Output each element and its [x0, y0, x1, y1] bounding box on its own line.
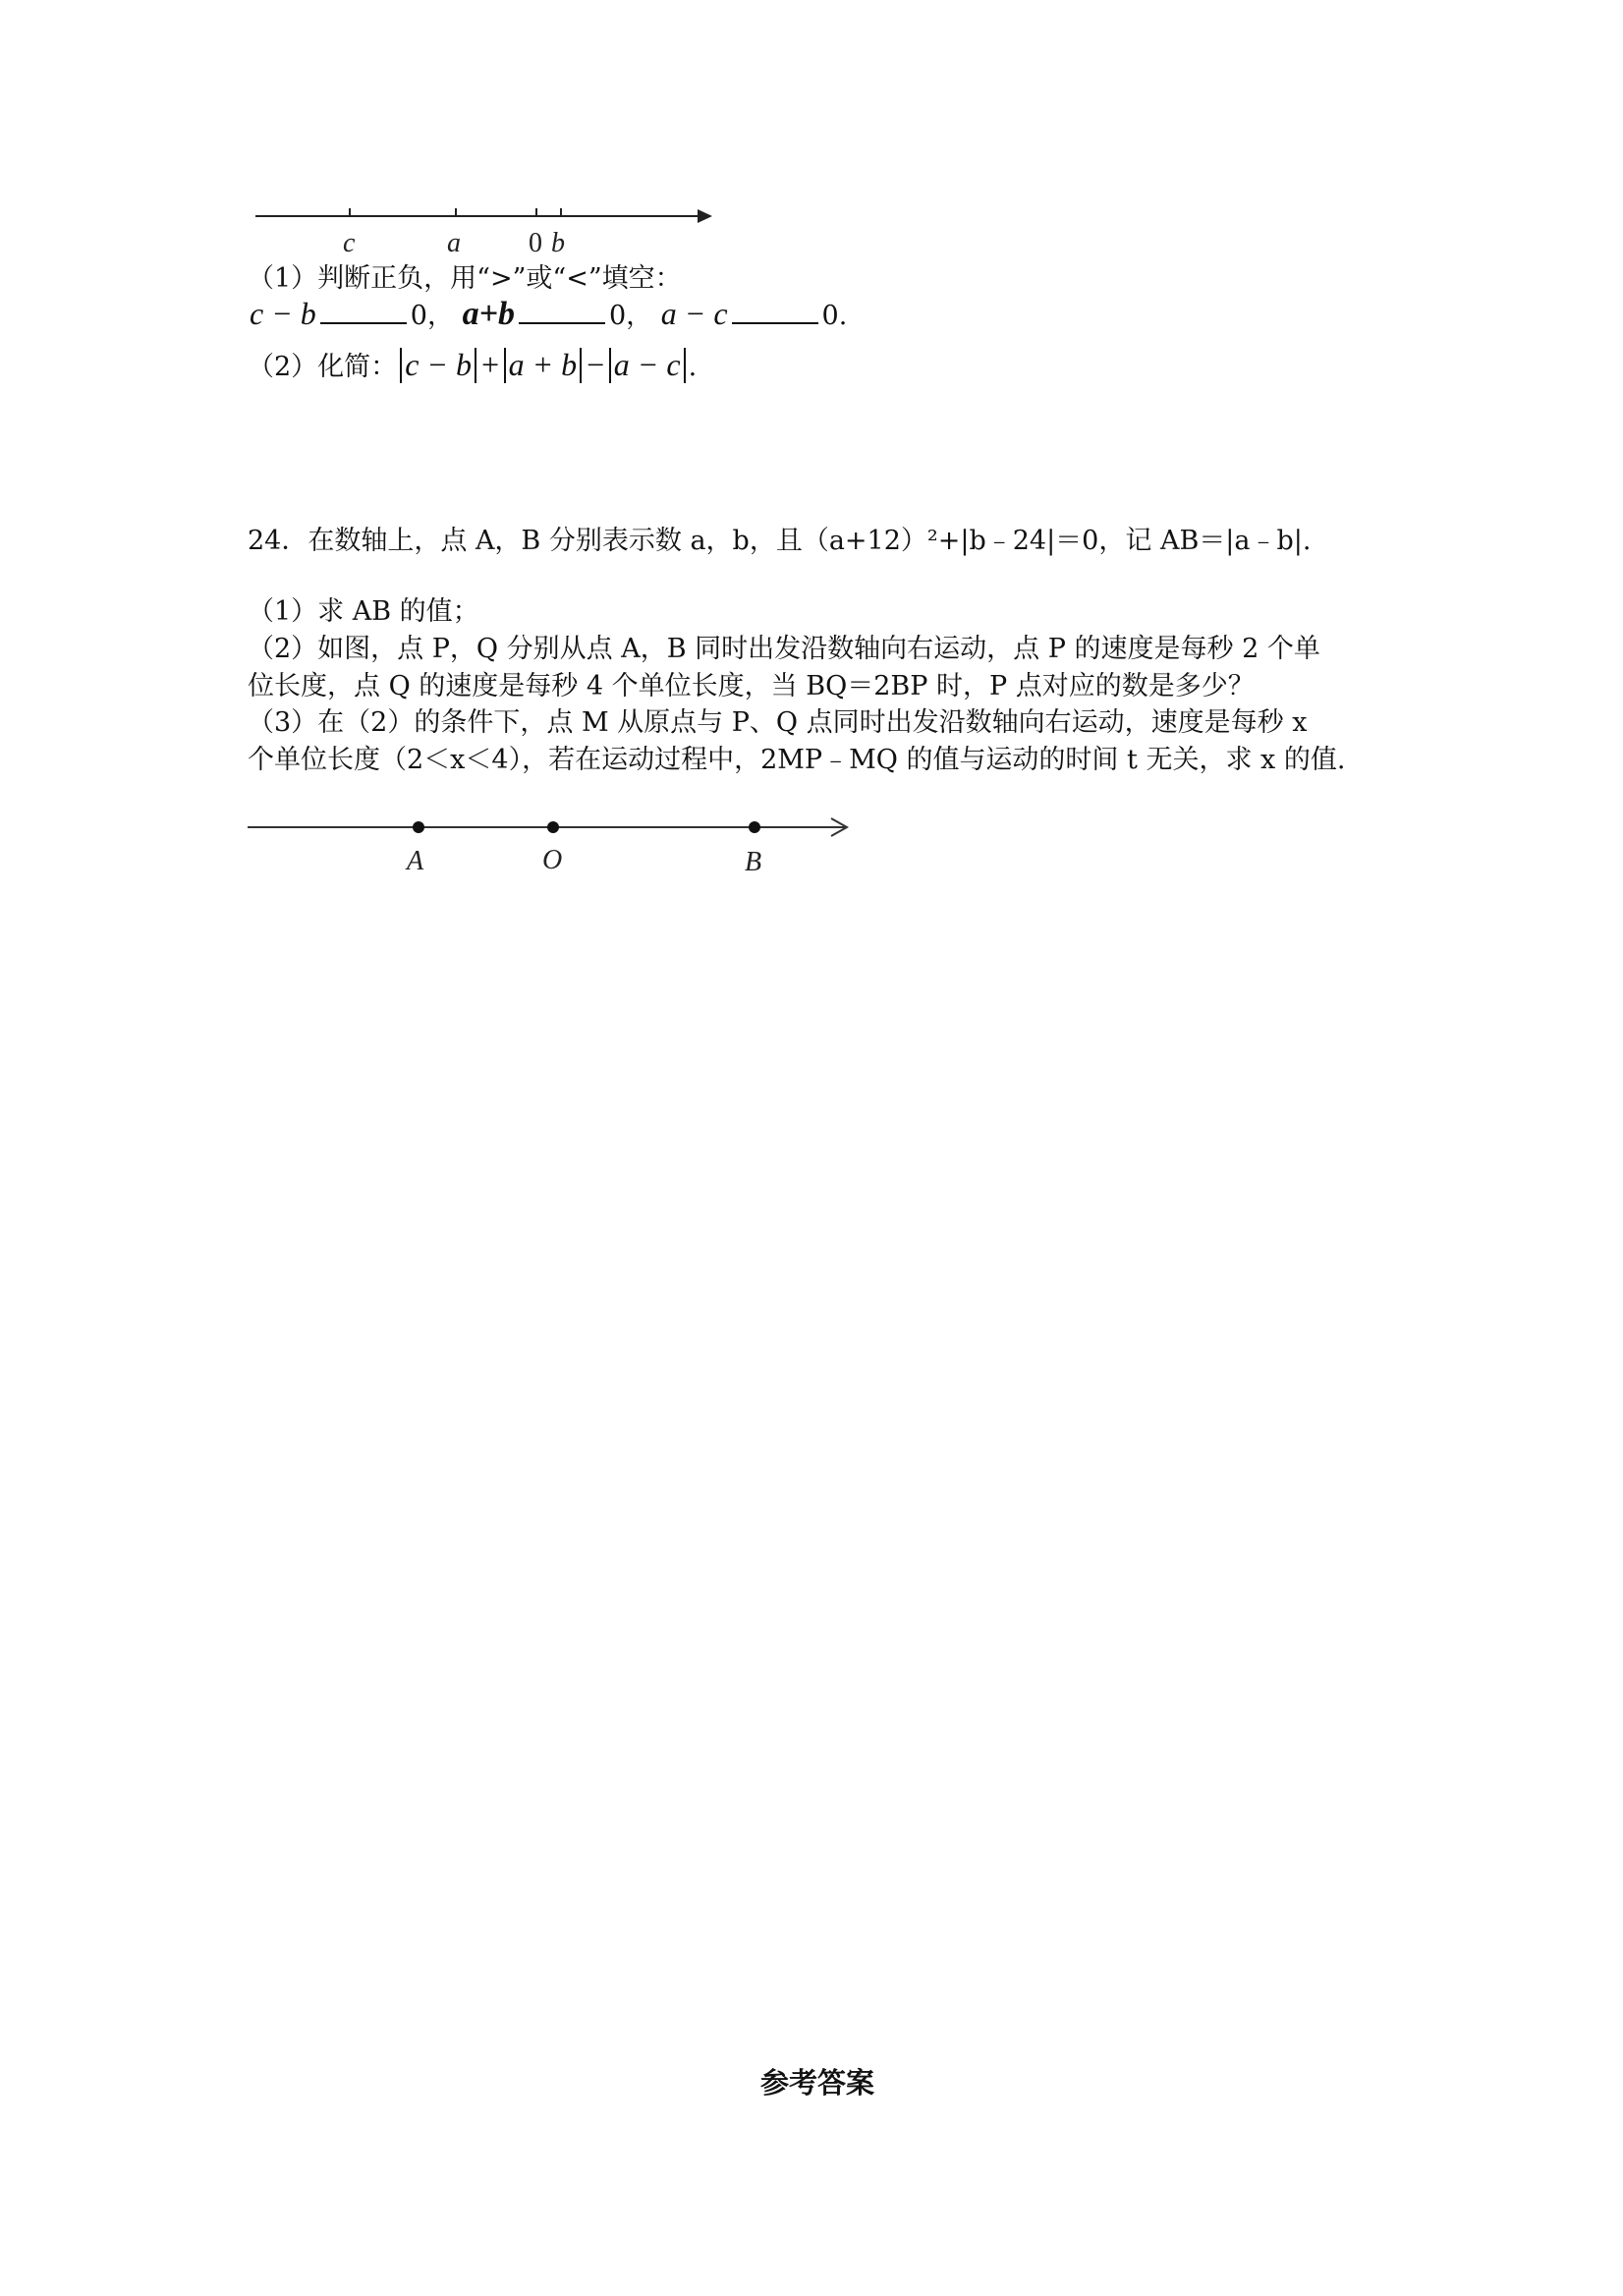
q24-part2-line1: （2）如图，点 P，Q 分别从点 A，B 同时出发沿数轴向右运动，点 P 的速度是每秒 2 个单: [248, 634, 1320, 664]
q23-blanks-row: [250, 295, 847, 335]
label-B: B: [745, 847, 762, 877]
abs-a-minus-c: a − c: [613, 347, 681, 382]
zero-3: 0: [821, 301, 839, 331]
expr-c-minus-b: c − b: [250, 296, 316, 331]
expr-a-plus-b: a+b: [462, 296, 515, 332]
tick-label-zero: 0: [529, 228, 542, 258]
q24-part2-line2: 位长度，点 Q 的速度是每秒 4 个单位长度，当 BQ＝2BP 时，P 点对应的数是多少？: [248, 671, 1255, 701]
point-A: [413, 821, 424, 833]
label-A: A: [407, 846, 424, 876]
part2-end: .: [688, 352, 698, 382]
op-minus: −: [585, 347, 606, 382]
tick-label-c: c: [343, 228, 356, 258]
zero-1: 0: [410, 301, 427, 331]
part2-prefix: （2）化简：: [248, 352, 398, 382]
tick-label-a: a: [447, 228, 461, 258]
abs-c-minus-b: c − b: [405, 347, 472, 382]
number-line-q23: [251, 196, 712, 265]
blank-1[interactable]: [320, 297, 407, 324]
blank-2[interactable]: [519, 297, 605, 324]
point-O: [547, 821, 559, 833]
point-B: [749, 821, 760, 833]
blank-3[interactable]: [732, 297, 818, 324]
q24-part1: （1）求 AB 的值；: [248, 596, 479, 627]
number-line-q24: [246, 811, 860, 879]
sep-2: ，: [626, 301, 653, 331]
label-O: O: [542, 845, 563, 875]
q23-part2: [248, 346, 697, 383]
q23-part1-label: （1）判断正负，用“>”或“<”填空：: [248, 263, 682, 294]
tick-label-b: b: [551, 228, 565, 258]
end-dot: .: [838, 301, 848, 331]
q24-part3-line1: （3）在（2）的条件下，点 M 从原点与 P、Q 点同时出发沿数轴向右运动，速度是每秒 x: [248, 707, 1308, 738]
abs-a-plus-b: a + b: [508, 347, 578, 382]
expr-a-minus-c: a − c: [660, 296, 728, 331]
sep-1: ，: [426, 301, 454, 331]
op-plus: +: [478, 347, 501, 382]
q24-stem: 24．在数轴上，点 A，B 分别表示数 a，b，且（a+12）²+|b﹣24|＝0，记 AB＝|a﹣b|.: [248, 526, 1312, 556]
zero-2: 0: [608, 301, 627, 331]
answer-title: 参考答案: [760, 2066, 875, 2100]
q24-part3-line2: 个单位长度（2＜x＜4），若在运动过程中，2MP﹣MQ 的值与运动的时间 t 无关，求 x 的值.: [248, 745, 1346, 775]
